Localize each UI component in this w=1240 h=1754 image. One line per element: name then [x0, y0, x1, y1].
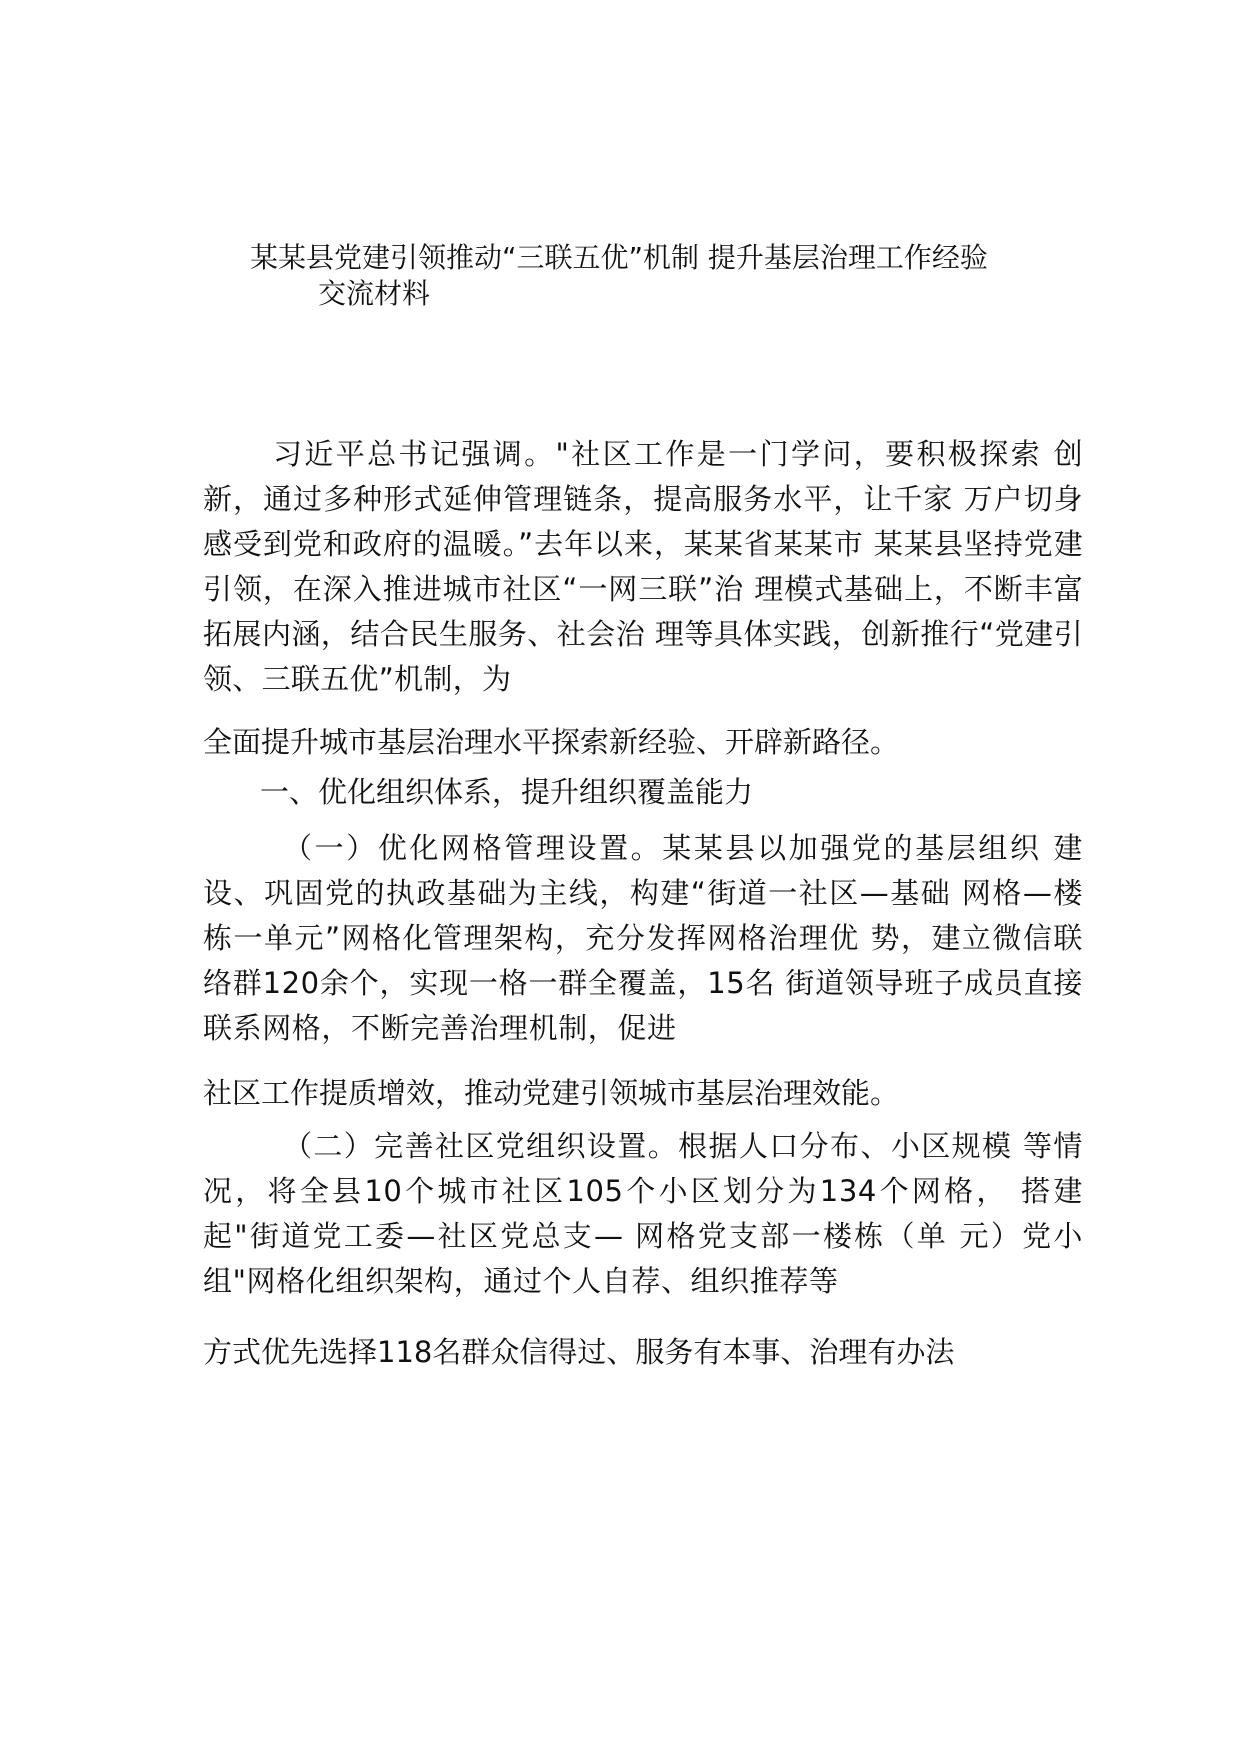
section-heading-1: 一、优化组织体系，提升组织覆盖能力: [260, 775, 754, 809]
paragraph-section-1-2-continued: 方式优先选择118名群众信得过、服务有本事、治理有办法: [203, 1335, 955, 1369]
paragraph-section-1-2: （二）完善社区党组织设置。根据人口分布、小区规模 等情况，将全县10个城市社区105个小区划分为134个网格， 搭建起"街道党工委—社区党总支— 网格党支部一楼栋（单 元）党小组"网格化组织架构，通过个人自荐、组织推荐等: [203, 1129, 1083, 1298]
paragraph-intro-continued: 全面提升城市基层治理水平探索新经验、开辟新路径。: [203, 725, 900, 759]
paragraph-section-1-1: （一）优化网格管理设置。某某县以加强党的基层组织 建设、巩固党的执政基础为主线，构建“街道一社区—基础 网格—楼栋一单元”网格化管理架构，充分发挥网格治理优 势，建立微信联络群120余个，实现一格一群全覆盖，15名 街道领导班子成员直接联系网格，不断完善治理机制，促进: [203, 831, 1083, 1045]
paragraph-section-1-1-continued: 社区工作提质增效，推动党建引领城市基层治理效能。: [203, 1076, 900, 1110]
document-subtitle: 交流材料: [318, 277, 431, 310]
document-title: 某某县党建引领推动“三联五优”机制 提升基层治理工作经验: [250, 241, 988, 274]
paragraph-intro: 习近平总书记强调。"社区工作是一门学问，要积极探索 创新，通过多种形式延伸管理链条，提高服务水平，让千家 万户切身感受到党和政府的温暖。”去年以来，某某省某某市 某某县坚持党建引领，在深入推进城市社区“一网三联”治 理模式基础上，不断丰富拓展内涵，结合民生服务、社会治 理等具体实践，创新推行“党建引领、三联五优”机制，为: [203, 437, 1083, 696]
